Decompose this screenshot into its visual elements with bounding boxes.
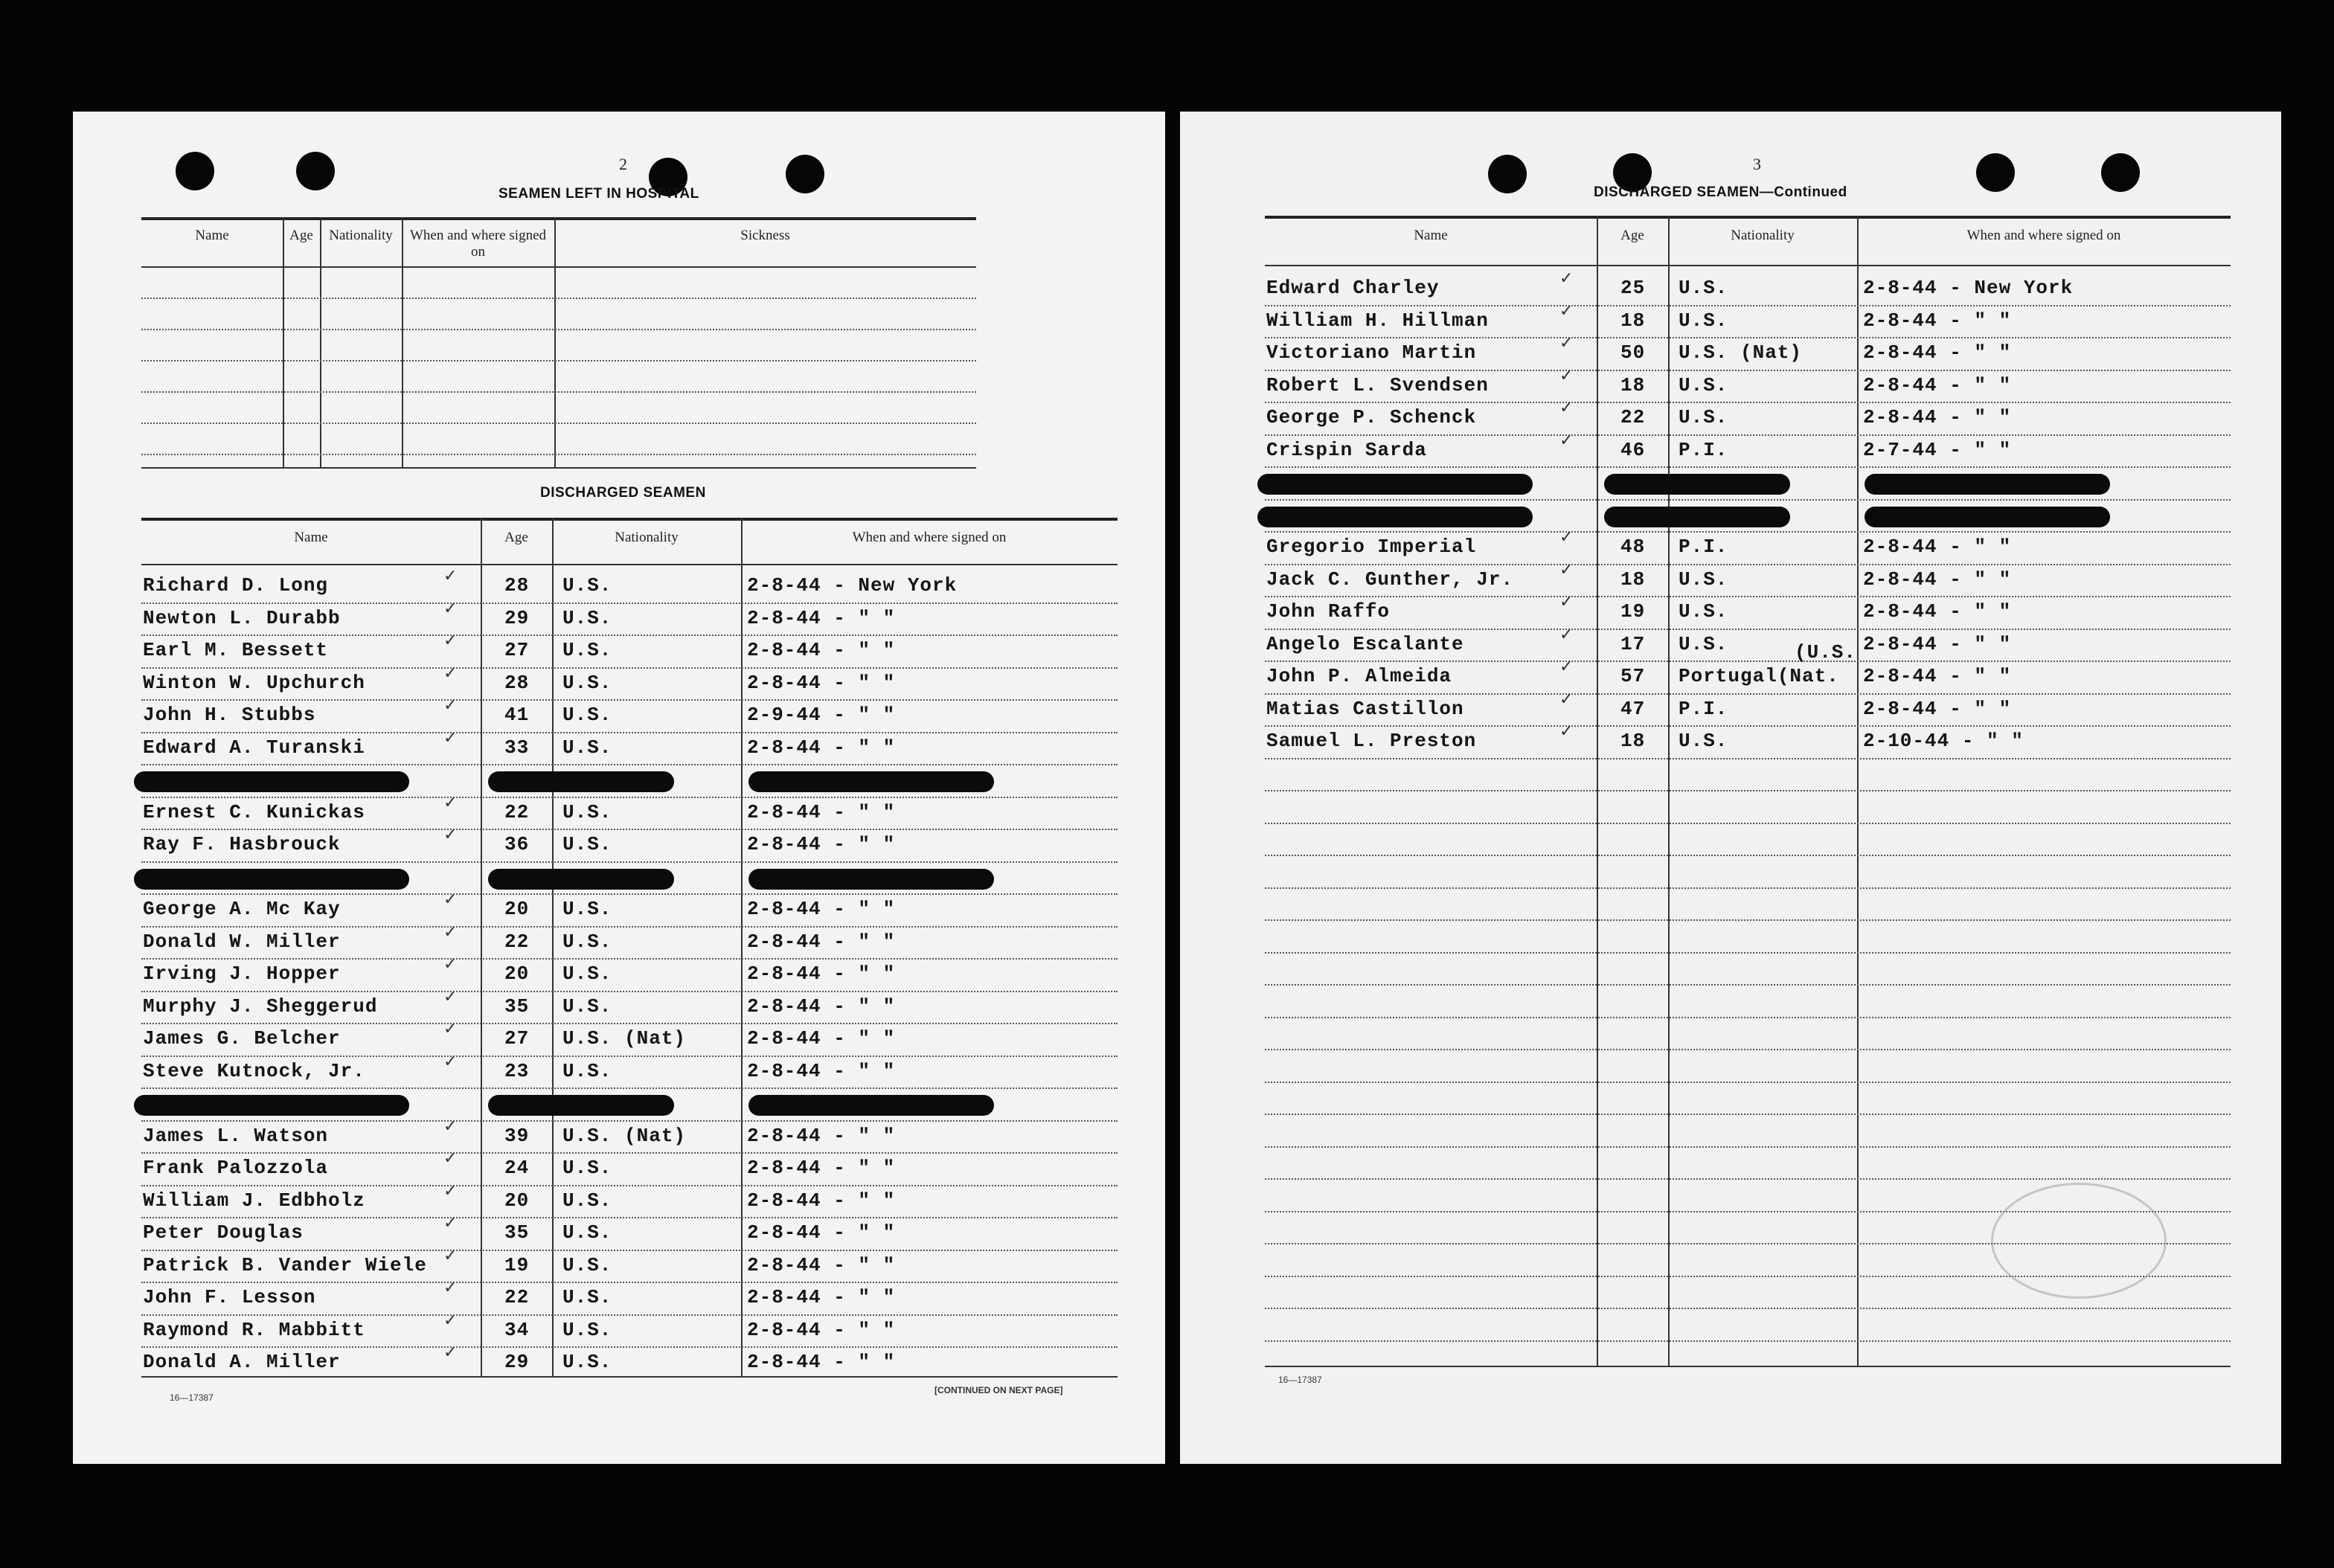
checkmark-icon: ✓ <box>443 1020 458 1038</box>
hospital-section-title: SEAMEN LEFT IN HOSPITAL <box>498 186 699 202</box>
header-rule <box>1265 265 2231 266</box>
table-row <box>73 793 1118 829</box>
redaction-mark <box>134 1095 409 1116</box>
seaman-name: Donald A. Miller <box>143 1351 341 1373</box>
seaman-nationality: U.S. <box>1679 632 1728 655</box>
checkmark-icon: ✓ <box>1559 334 1574 353</box>
table-bottom-rule <box>141 1376 1118 1378</box>
signed-on: 2-8-44 - " " <box>747 995 896 1018</box>
checkmark-icon: ✓ <box>443 1311 458 1330</box>
signed-on: 2-8-44 - " " <box>747 1351 896 1373</box>
nationality-annotation: (U.S. <box>1795 641 1857 663</box>
checkmark-icon: ✓ <box>1559 625 1574 644</box>
checkmark-icon: ✓ <box>443 987 458 1006</box>
seaman-age: 22 <box>504 930 530 953</box>
signed-on: 2-7-44 - " " <box>1863 438 2012 461</box>
seaman-nationality: U.S. <box>562 1221 612 1244</box>
seaman-age: 20 <box>504 898 530 920</box>
checkmark-icon: ✓ <box>1559 366 1574 385</box>
table-row <box>1180 366 2231 402</box>
redaction-mark <box>1604 507 1790 527</box>
seaman-nationality: U.S. <box>562 639 612 661</box>
row-rule <box>1265 1178 2231 1180</box>
seaman-age: 18 <box>1620 568 1646 591</box>
seaman-nationality: U.S. <box>562 671 612 694</box>
signed-on: 2-8-44 - " " <box>747 1253 896 1276</box>
seaman-nationality: U.S. <box>562 1189 612 1212</box>
seaman-age: 47 <box>1620 697 1646 720</box>
seaman-nationality: U.S. <box>1679 568 1728 591</box>
table-row <box>73 1181 1118 1218</box>
seaman-nationality: U.S. <box>1679 309 1728 332</box>
redaction-mark <box>1865 507 2110 527</box>
checkmark-icon: ✓ <box>443 1246 458 1265</box>
seaman-age: 28 <box>504 671 530 694</box>
table-row <box>1180 625 2231 661</box>
row-rule <box>141 454 976 455</box>
seaman-name: Murphy J. Sheggerud <box>143 995 378 1018</box>
seaman-nationality: U.S. <box>1679 373 1728 396</box>
seaman-nationality: U.S. <box>562 995 612 1018</box>
checkmark-icon: ✓ <box>1559 431 1574 450</box>
seaman-age: 18 <box>1620 309 1646 332</box>
signed-on: 2-8-44 - " " <box>747 1124 896 1147</box>
punch-hole <box>786 155 824 193</box>
seaman-nationality: U.S. <box>562 704 612 726</box>
column-rule <box>283 217 284 467</box>
punch-hole <box>1976 153 2015 192</box>
table-row <box>73 663 1118 700</box>
redaction-mark <box>1257 474 1533 495</box>
signed-on: 2-8-44 - " " <box>747 639 896 661</box>
seaman-age: 35 <box>504 1221 530 1244</box>
seaman-nationality: U.S. <box>562 1351 612 1373</box>
seaman-nationality: U.S. <box>562 1286 612 1308</box>
seaman-name: Jack C. Gunther, Jr. <box>1266 568 1514 591</box>
checkmark-icon: ✓ <box>443 567 458 585</box>
checkmark-icon: ✓ <box>443 1279 458 1297</box>
redaction-mark <box>134 771 409 792</box>
row-rule <box>141 360 976 362</box>
row-rule <box>1265 1146 2231 1148</box>
seaman-age: 50 <box>1620 341 1646 364</box>
seaman-nationality: U.S. <box>562 574 612 597</box>
column-header: Name <box>195 228 229 243</box>
checkmark-icon: ✓ <box>443 826 458 844</box>
row-rule <box>1265 1308 2231 1309</box>
table-row <box>1180 528 2231 564</box>
checkmark-icon: ✓ <box>443 1214 458 1233</box>
signed-on: 2-8-44 - " " <box>747 930 896 953</box>
table-row <box>1180 471 2231 499</box>
form-number: 16—17387 <box>170 1392 214 1403</box>
table-bottom-rule <box>141 467 976 469</box>
table-row <box>1180 658 2231 693</box>
seaman-age: 17 <box>1620 632 1646 655</box>
seaman-nationality: U.S. <box>562 736 612 759</box>
signed-on: 2-8-44 - " " <box>747 1027 896 1050</box>
table-row <box>73 1214 1118 1250</box>
checkmark-icon: ✓ <box>443 793 458 812</box>
seaman-nationality: U.S. <box>562 800 612 823</box>
table-row <box>73 1246 1118 1282</box>
column-header: Nationality <box>615 530 679 545</box>
checkmark-icon: ✓ <box>443 1116 458 1136</box>
checkmark-icon: ✓ <box>1559 399 1574 417</box>
column-header: When and where signed on <box>1966 228 2121 243</box>
seaman-name: Crispin Sarda <box>1266 438 1427 461</box>
signed-on: 2-8-44 - " " <box>1863 341 2012 364</box>
table-row <box>73 955 1118 991</box>
seaman-nationality: P.I. <box>1679 536 1728 558</box>
seaman-age: 22 <box>1620 406 1646 428</box>
redaction-mark <box>748 1095 994 1116</box>
table-row <box>73 696 1118 732</box>
seaman-name: Irving J. Hopper <box>143 963 341 985</box>
seaman-nationality: U.S. <box>1679 600 1728 623</box>
column-rule <box>554 217 556 467</box>
signed-on: 2-8-44 - " " <box>747 963 896 985</box>
redaction-mark <box>748 869 994 890</box>
checkmark-icon: ✓ <box>443 890 458 909</box>
continued-note: [CONTINUED ON NEXT PAGE] <box>934 1385 1063 1395</box>
seaman-name: Raymond R. Mabbitt <box>143 1318 365 1341</box>
column-header: When and where signed on <box>409 228 547 260</box>
seaman-nationality: U.S. <box>1679 277 1728 299</box>
table-row <box>73 1311 1118 1347</box>
seaman-age: 19 <box>1620 600 1646 623</box>
row-rule <box>1265 1340 2231 1342</box>
seaman-age: 18 <box>1620 373 1646 396</box>
page-number: 3 <box>1753 155 1761 173</box>
page-number: 2 <box>619 155 627 173</box>
column-header: Nationality <box>1731 228 1795 243</box>
seaman-name: Frank Palozzola <box>143 1157 329 1179</box>
table-row <box>73 922 1118 959</box>
redaction-mark <box>748 771 994 792</box>
signed-on: 2-8-44 - " " <box>1863 600 2012 623</box>
table-row <box>73 1343 1118 1379</box>
seaman-name: Winton W. Upchurch <box>143 671 365 694</box>
seaman-age: 18 <box>1620 730 1646 752</box>
checkmark-icon: ✓ <box>443 632 458 650</box>
column-header: Age <box>289 228 313 243</box>
seaman-name: George P. Schenck <box>1266 406 1477 428</box>
seaman-name: Patrick B. Vander Wiele <box>143 1253 427 1276</box>
seaman-nationality: U.S. <box>1679 406 1728 428</box>
seaman-name: Robert L. Svendsen <box>1266 373 1489 396</box>
punch-hole <box>176 152 214 190</box>
discharged-continued-title: DISCHARGED SEAMEN—Continued <box>1594 184 1847 200</box>
seaman-age: 22 <box>504 800 530 823</box>
table-row <box>73 987 1118 1024</box>
column-header: Name <box>1414 228 1448 243</box>
seaman-name: Donald W. Miller <box>143 930 341 953</box>
table-row <box>1180 301 2231 338</box>
table-row <box>73 1116 1118 1153</box>
signed-on: 2-8-44 - " " <box>747 1189 896 1212</box>
redaction-mark <box>134 869 409 890</box>
seaman-age: 20 <box>504 963 530 985</box>
seaman-nationality: U.S. <box>1679 730 1728 752</box>
discharged-section-title: DISCHARGED SEAMEN <box>540 485 706 501</box>
table-row <box>1180 560 2231 597</box>
seaman-name: Samuel L. Preston <box>1266 730 1477 752</box>
seaman-name: Angelo Escalante <box>1266 632 1464 655</box>
seaman-age: 39 <box>504 1124 530 1147</box>
table-row <box>73 1092 1118 1120</box>
column-header: Sickness <box>740 228 790 243</box>
seaman-age: 25 <box>1620 277 1646 299</box>
table-row <box>1180 431 2231 467</box>
signed-on: 2-9-44 - " " <box>747 704 896 726</box>
seaman-name: James G. Belcher <box>143 1027 341 1050</box>
checkmark-icon: ✓ <box>443 1052 458 1071</box>
checkmark-icon: ✓ <box>1559 528 1574 547</box>
checkmark-icon: ✓ <box>443 599 458 618</box>
signed-on: 2-8-44 - " " <box>1863 309 2012 332</box>
signed-on: 2-8-44 - " " <box>747 800 896 823</box>
seaman-age: 28 <box>504 574 530 597</box>
seaman-age: 20 <box>504 1189 530 1212</box>
table-row <box>1180 269 2231 305</box>
seaman-nationality: P.I. <box>1679 438 1728 461</box>
redaction-mark <box>1604 474 1790 495</box>
seaman-age: 48 <box>1620 536 1646 558</box>
table-row <box>1180 593 2231 629</box>
seaman-name: John H. Stubbs <box>143 704 316 726</box>
redaction-mark <box>488 869 674 890</box>
seaman-age: 57 <box>1620 665 1646 687</box>
checkmark-icon: ✓ <box>1559 722 1574 741</box>
seaman-name: Earl M. Bessett <box>143 639 329 661</box>
seaman-nationality: U.S. <box>562 833 612 855</box>
table-row <box>73 1279 1118 1314</box>
row-rule <box>1265 1082 2231 1083</box>
seaman-age: 23 <box>504 1059 530 1082</box>
seaman-age: 24 <box>504 1157 530 1179</box>
seaman-name: Gregorio Imperial <box>1266 536 1477 558</box>
signed-on: 2-8-44 - " " <box>1863 697 2012 720</box>
signed-on: 2-8-44 - " " <box>1863 536 2012 558</box>
table-row <box>73 1149 1118 1185</box>
seaman-nationality: U.S. (Nat) <box>1679 341 1803 364</box>
row-rule <box>1265 952 2231 954</box>
seaman-nationality: U.S. <box>562 1059 612 1082</box>
table-row <box>1180 334 2231 370</box>
seaman-name: Steve Kutnock, Jr. <box>143 1059 365 1082</box>
seaman-name: Victoriano Martin <box>1266 341 1477 364</box>
seaman-nationality: U.S. (Nat) <box>562 1124 687 1147</box>
redaction-mark <box>488 1095 674 1116</box>
table-row <box>73 890 1118 926</box>
seaman-name: George A. Mc Kay <box>143 898 341 920</box>
signed-on: 2-8-44 - " " <box>1863 632 2012 655</box>
seaman-name: Matias Castillon <box>1266 697 1464 720</box>
header-rule <box>141 266 976 268</box>
row-rule <box>1265 1114 2231 1115</box>
seaman-nationality: U.S. (Nat) <box>562 1027 687 1050</box>
seaman-name: James L. Watson <box>143 1124 329 1147</box>
seaman-nationality: U.S. <box>562 1253 612 1276</box>
seaman-nationality: Portugal(Nat. <box>1679 665 1839 687</box>
table-row <box>73 728 1118 765</box>
checkmark-icon: ✓ <box>1559 690 1574 709</box>
row-rule <box>1265 1049 2231 1050</box>
signed-on: 2-10-44 - " " <box>1863 730 2024 752</box>
seaman-age: 36 <box>504 833 530 855</box>
seaman-name: Ray F. Hasbrouck <box>143 833 341 855</box>
seaman-age: 41 <box>504 704 530 726</box>
row-rule <box>141 422 976 424</box>
checkmark-icon: ✓ <box>1559 301 1574 321</box>
signed-on: 2-8-44 - " " <box>747 833 896 855</box>
signed-on: 2-8-44 - " " <box>747 1221 896 1244</box>
seaman-name: Richard D. Long <box>143 574 329 597</box>
column-header: When and where signed on <box>852 530 1007 545</box>
seaman-age: 35 <box>504 995 530 1018</box>
signed-on: 2-8-44 - " " <box>747 898 896 920</box>
seaman-name: John F. Lesson <box>143 1286 316 1308</box>
seaman-name: Newton L. Durabb <box>143 606 341 629</box>
table-row <box>73 1052 1118 1088</box>
header-rule <box>141 564 1118 565</box>
row-rule <box>1265 984 2231 986</box>
checkmark-icon: ✓ <box>443 728 458 748</box>
signed-on: 2-8-44 - New York <box>1863 277 2074 299</box>
row-rule <box>1265 919 2231 921</box>
row-rule <box>1265 790 2231 791</box>
signed-on: 2-8-44 - " " <box>747 1059 896 1082</box>
signed-on: 2-8-44 - " " <box>1863 665 2012 687</box>
seaman-nationality: U.S. <box>562 898 612 920</box>
seaman-name: William J. Edbholz <box>143 1189 365 1212</box>
checkmark-icon: ✓ <box>1559 269 1574 288</box>
redaction-mark <box>1865 474 2110 495</box>
left-page <box>73 112 1165 1464</box>
punch-hole <box>296 152 335 190</box>
checkmark-icon: ✓ <box>1559 560 1574 579</box>
seaman-nationality: U.S. <box>562 1157 612 1179</box>
column-header: Age <box>1620 228 1644 243</box>
column-header: Age <box>504 530 528 545</box>
signed-on: 2-8-44 - New York <box>747 574 958 597</box>
checkmark-icon: ✓ <box>443 696 458 715</box>
table-top-rule <box>1265 216 2231 219</box>
signed-on: 2-8-44 - " " <box>1863 568 2012 591</box>
redaction-mark <box>1257 507 1533 527</box>
signed-on: 2-8-44 - " " <box>1863 373 2012 396</box>
seaman-age: 33 <box>504 736 530 759</box>
table-row <box>73 866 1118 894</box>
row-rule <box>1265 887 2231 889</box>
signed-on: 2-8-44 - " " <box>747 1286 896 1308</box>
checkmark-icon: ✓ <box>443 922 458 942</box>
checkmark-icon: ✓ <box>443 1149 458 1168</box>
seaman-age: 29 <box>504 1351 530 1373</box>
seaman-name: William H. Hillman <box>1266 309 1489 332</box>
signed-on: 2-8-44 - " " <box>747 671 896 694</box>
seaman-nationality: U.S. <box>562 963 612 985</box>
table-row <box>73 599 1118 635</box>
seaman-nationality: U.S. <box>562 930 612 953</box>
column-header: Name <box>294 530 328 545</box>
faded-stamp <box>1991 1183 2167 1299</box>
column-rule <box>320 217 321 467</box>
seaman-age: 46 <box>1620 438 1646 461</box>
table-row <box>1180 690 2231 726</box>
table-row <box>73 1020 1118 1055</box>
row-rule <box>1265 823 2231 824</box>
seaman-name: Peter Douglas <box>143 1221 304 1244</box>
seaman-name: John P. Almeida <box>1266 665 1452 687</box>
row-rule <box>1265 1017 2231 1018</box>
table-row <box>73 826 1118 861</box>
signed-on: 2-8-44 - " " <box>747 736 896 759</box>
signed-on: 2-8-44 - " " <box>747 606 896 629</box>
punch-hole <box>2101 153 2140 192</box>
form-number: 16—17387 <box>1278 1375 1322 1385</box>
table-row <box>73 632 1118 667</box>
row-rule <box>141 329 976 330</box>
signed-on: 2-8-44 - " " <box>747 1318 896 1341</box>
checkmark-icon: ✓ <box>443 955 458 974</box>
seaman-nationality: U.S. <box>562 606 612 629</box>
seaman-age: 34 <box>504 1318 530 1341</box>
table-row <box>1180 504 2231 532</box>
seaman-name: Edward Charley <box>1266 277 1440 299</box>
seaman-name: Edward A. Turanski <box>143 736 365 759</box>
seaman-nationality: U.S. <box>562 1318 612 1341</box>
table-top-rule <box>141 217 976 220</box>
checkmark-icon: ✓ <box>443 663 458 683</box>
row-rule <box>1265 855 2231 856</box>
seaman-name: Ernest C. Kunickas <box>143 800 365 823</box>
checkmark-icon: ✓ <box>1559 593 1574 611</box>
punch-hole <box>1488 155 1527 193</box>
table-top-rule <box>141 518 1118 521</box>
table-row <box>73 567 1118 603</box>
signed-on: 2-8-44 - " " <box>1863 406 2012 428</box>
seaman-age: 27 <box>504 1027 530 1050</box>
table-row <box>1180 399 2231 434</box>
row-rule <box>141 298 976 299</box>
checkmark-icon: ✓ <box>443 1181 458 1201</box>
redaction-mark <box>488 771 674 792</box>
checkmark-icon: ✓ <box>443 1343 458 1362</box>
table-row <box>73 768 1118 797</box>
seaman-nationality: P.I. <box>1679 697 1728 720</box>
checkmark-icon: ✓ <box>1559 658 1574 676</box>
signed-on: 2-8-44 - " " <box>747 1157 896 1179</box>
seaman-age: 22 <box>504 1286 530 1308</box>
seaman-age: 29 <box>504 606 530 629</box>
table-row <box>1180 722 2231 758</box>
right-page <box>1180 112 2281 1464</box>
seaman-age: 27 <box>504 639 530 661</box>
seaman-age: 19 <box>504 1253 530 1276</box>
row-rule <box>141 391 976 393</box>
table-bottom-rule <box>1265 1366 2231 1367</box>
seaman-name: John Raffo <box>1266 600 1391 623</box>
column-header: Nationality <box>329 228 393 243</box>
